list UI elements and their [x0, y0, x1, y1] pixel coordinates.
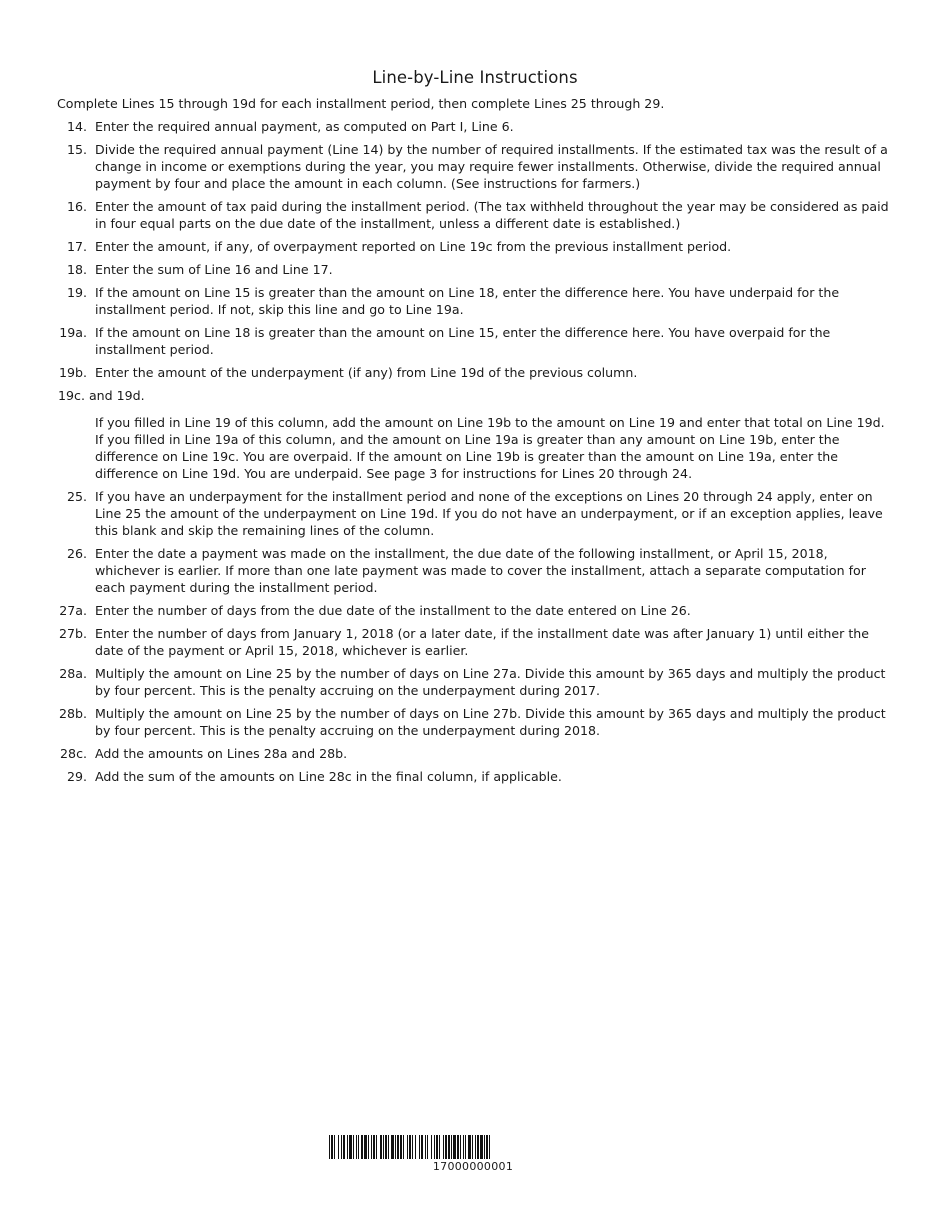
line-item-17 [0, 238, 950, 255]
line-item-19a [0, 324, 950, 358]
line-text: If the amount on Line 15 is greater than the amount on Line 18, enter the difference here. You have underpaid for the installment period. If not, skip this line and go to Line 19a. [95, 285, 840, 317]
instructions-list [0, 118, 950, 791]
line-item-26 [0, 545, 950, 596]
line-text: Enter the amount of tax paid during the installment period. (The tax withheld throughout the year may be considered as paid in four equal parts on the due date of the installment, unless a different date is established.) [95, 199, 889, 231]
line-number: 16. [66, 199, 87, 214]
barcode-number: 17000000001 [432, 1160, 514, 1173]
line-text: Enter the amount of the underpayment (if any) from Line 19d of the previous column. [95, 365, 638, 380]
line-number: 17. [66, 239, 87, 254]
line-item-16 [0, 198, 950, 232]
line-item-29 [0, 768, 950, 785]
line-text: If you filled in Line 19 of this column, add the amount on Line 19b to the amount on Line 19 and enter that total on Line 19d. If you filled in Line 19a of this column, and the amount on Line 19a is greater than any amount on Line 19b, enter the difference on Line 19c. You are overpaid. If the amount on Line 19b is greater than the amount on Line 19a, enter the difference on Line 19d. You are underpaid. See page 3 for instructions for Lines 20 through 24. [95, 415, 885, 481]
line-number: 25. [66, 489, 87, 504]
line-text: Enter the sum of Line 16 and Line 17. [95, 262, 333, 277]
line-item-15 [0, 141, 950, 192]
line-number: 28b. [58, 706, 87, 721]
line-text: Enter the required annual payment, as computed on Part I, Line 6. [95, 119, 514, 134]
line-number: 15. [66, 142, 87, 157]
line-number: 18. [66, 262, 87, 277]
line-text: Multiply the amount on Line 25 by the number of days on Line 27b. Divide this amount by 365 days and multiply the product by four percent. This is the penalty accruing on the underpayment during 2018. [95, 706, 886, 738]
intro-text: Complete Lines 15 through 19d for each installment period, then complete Lines 25 through 29. [57, 96, 665, 111]
barcode-block [329, 1135, 617, 1173]
barcode-image [329, 1135, 617, 1159]
line-text: Add the amounts on Lines 28a and 28b. [95, 746, 348, 761]
line-number: 28c. [60, 746, 87, 761]
line-number: 19b. [58, 365, 87, 380]
line-text: Enter the date a payment was made on the installment, the due date of the following installment, or April 15, 2018, whichever is earlier. If more than one late payment was made to cover the installment, attach a separate computation for each payment during the installment period. [95, 546, 866, 595]
line-item-28c [0, 745, 950, 762]
line-item-27b [0, 625, 950, 659]
line-number: 19c. and 19d. [58, 388, 145, 403]
line-number: 29. [66, 769, 87, 784]
line-item-14 [0, 118, 950, 135]
line-text: Multiply the amount on Line 25 by the number of days on Line 27a. Divide this amount by 365 days and multiply the product by four percent. This is the penalty accruing on the underpayment during 2017. [95, 666, 886, 698]
line-item-19 [0, 284, 950, 318]
line-text: Enter the number of days from January 1, 2018 (or a later date, if the installment date was after January 1) until either the date of the payment or April 15, 2018, whichever is earlier. [95, 626, 869, 658]
line-item-27a [0, 602, 950, 619]
line-text: If you have an underpayment for the installment period and none of the exceptions on Lines 20 through 24 apply, enter on Line 25 the amount of the underpayment on Line 19d. If you do not have an underpayment, or if an exception applies, leave this blank and skip the remaining lines of the column. [95, 489, 883, 538]
line-item-28b [0, 705, 950, 739]
line-item-19c-19d-heading [0, 387, 950, 404]
line-text: Add the sum of the amounts on Line 28c in the final column, if applicable. [95, 769, 562, 784]
line-number: 14. [66, 119, 87, 134]
line-item-18 [0, 261, 950, 278]
line-number: 26. [66, 546, 87, 561]
line-number: 27a. [59, 603, 87, 618]
line-number: 19a. [59, 325, 87, 340]
line-number: 28a. [59, 666, 87, 681]
line-text: If the amount on Line 18 is greater than the amount on Line 15, enter the difference here. You have overpaid for the installment period. [95, 325, 831, 357]
line-item-28a [0, 665, 950, 699]
page-title: Line-by-Line Instructions [372, 68, 578, 87]
line-item-19c-19d [0, 414, 950, 482]
line-number: 27b. [58, 626, 87, 641]
line-text: Enter the amount, if any, of overpayment reported on Line 19c from the previous installment period. [95, 239, 732, 254]
line-item-19b [0, 364, 950, 381]
line-text: Divide the required annual payment (Line 14) by the number of required installments. If the estimated tax was the result of a change in income or exemptions during the year, you may require fewer installments. Otherwise, divide the required annual payment by four and place the amount in each column. (See instructions for farmers.) [95, 142, 888, 191]
line-item-25 [0, 488, 950, 539]
line-text: Enter the number of days from the due date of the installment to the date entered on Line 26. [95, 603, 691, 618]
line-number: 19. [66, 285, 87, 300]
